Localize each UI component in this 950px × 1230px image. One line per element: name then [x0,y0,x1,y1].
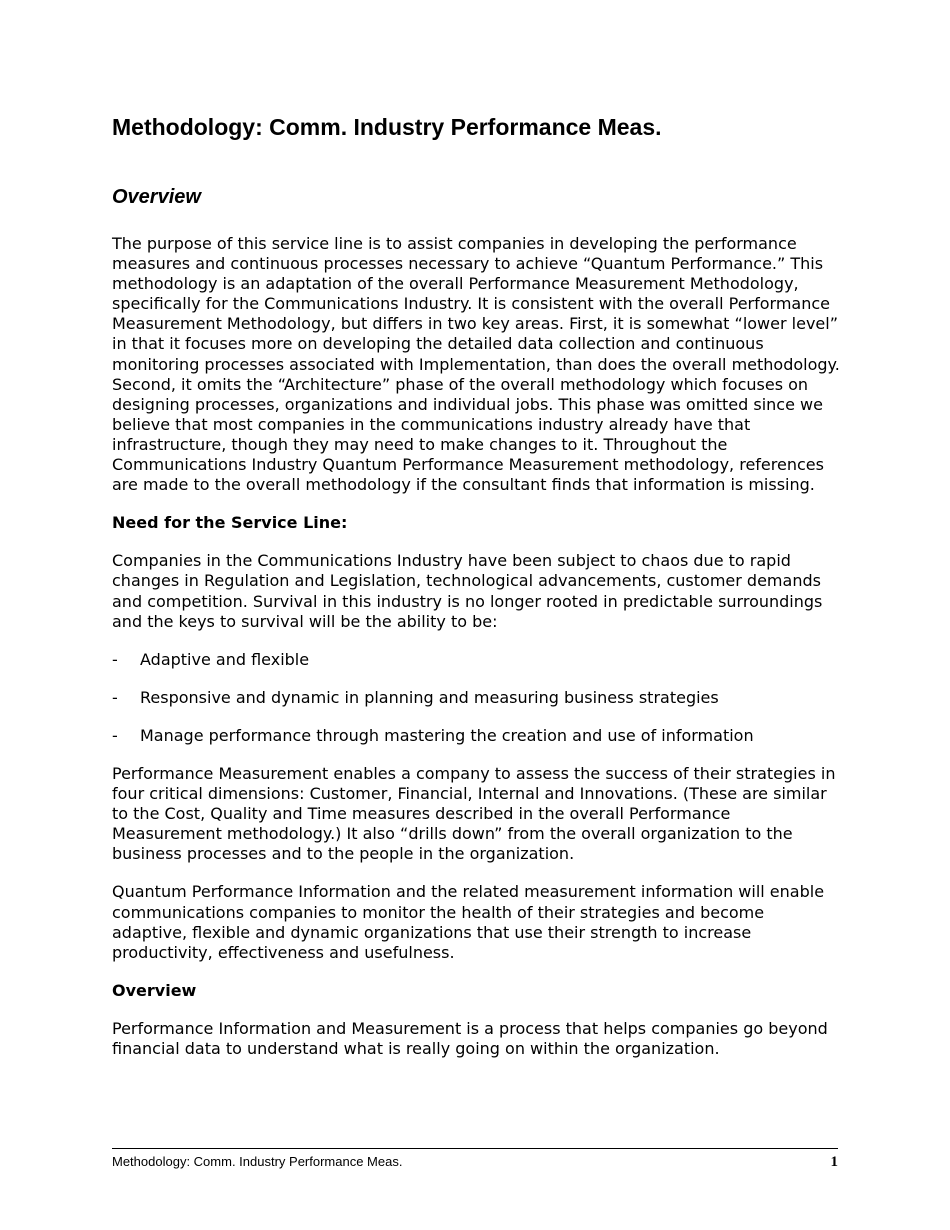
document-title: Methodology: Comm. Industry Performance Meas. [112,114,662,140]
bullet-item [112,688,842,708]
page-number: 1 [830,1154,838,1170]
overview-subheading: Overview [112,980,197,1000]
footer-title: Methodology: Comm. Industry Performance Meas. [112,1154,403,1169]
overview-heading: Overview [112,186,201,208]
page-content [112,112,842,1059]
page-footer [112,1148,838,1171]
final-paragraph: Performance Information and Measurement is a process that helps companies go beyond financial data to understand what is really going on within the organization. [112,1018,828,1058]
bullet-text: Manage performance through mastering the creation and use of information [140,725,754,745]
bullet-item [112,726,842,746]
need-for-service-line-heading: Need for the Service Line: [112,513,348,533]
bullet-item [112,650,842,670]
bullet-dash: - [112,725,118,745]
measurement-paragraph: Performance Measurement enables a company to assess the success of their strategies in four critical dimensions: Customer, Financial, Internal and Innovations. (These are similar to the Cost, Quality and Time measures described in the overall Performance Measurement methodology.) It also “drills down” from the overall organization to the business processes and to the people in the organization. [112,763,836,864]
bullet-text: Adaptive and flexible [140,649,310,669]
bullet-text: Responsive and dynamic in planning and measuring business strategies [140,687,719,707]
intro-paragraph: The purpose of this service line is to assist companies in developing the performance measures and continuous processes necessary to achieve “Quantum Performance.” This methodology is an adaptation of the overall Performance Measurement Methodology, specifically for the Communications Industry. It is consistent with the overall Performance Measurement Methodology, but differs in two key areas. First, it is somewhat “lower level” in that it focuses more on developing the detailed data collection and continuous monitoring processes associated with Implementation, than does the overall methodology. Second, it omits the “Architecture” phase of the overall methodology which focuses on designing processes, organizations and individual jobs. This phase was omitted since we believe that most companies in the communications industry already have that infrastructure, though they may need to make changes to it. Throughout the Communications Industry Quantum Performance Measurement methodology, references are made to the overall methodology if the consultant finds that information is missing. [112,234,840,495]
need-paragraph: Companies in the Communications Industry have been subject to chaos due to rapid changes in Regulation and Legislation, technological advancements, customer demands and competition. Survival in this industry is no longer rooted in predictable surroundings and the keys to survival will be the ability to be: [112,551,823,631]
bullet-dash: - [112,649,118,669]
bullet-dash: - [112,687,118,707]
quantum-paragraph: Quantum Performance Information and the related measurement information will enable communications companies to monitor the health of their strategies and become adaptive, flexible and dynamic organizations that use their strength to increase productivity, effectiveness and usefulness. [112,882,825,962]
